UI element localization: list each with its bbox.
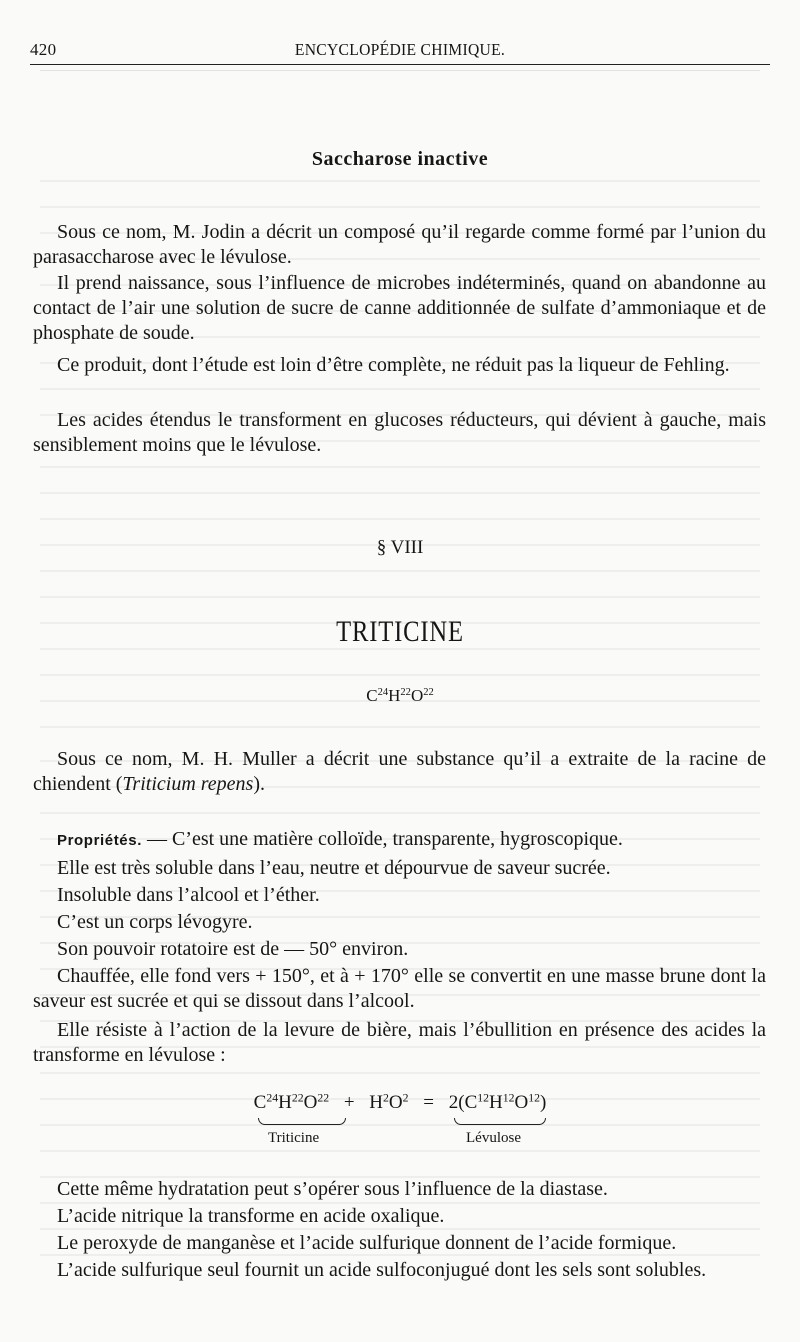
running-header [30,40,770,64]
levulose-brace [454,1118,546,1125]
property-solubility: Elle est très soluble dans l’eau, neutre et dépourvue de saveur sucrée. [57,857,611,879]
hydrolysis-equation: $C^{24}H^{22}O^{22} + H^2O^2 = 2(C^{12}H^{12}O^{12})$ [253,1091,547,1113]
page-number: 420 [30,40,57,59]
diastase-line: Cette même hydratation peut s’opérer sous l’influence de la diastase. [57,1178,608,1200]
property-heating: Chauffée, elle fond vers + 150°, et à + 170° elle se convertit en une masse brune dont la saveur est sucrée et qui se dissout dans l’alcool. [33,965,766,1012]
saccharose-paragraph-1: Sous ce nom, M. Jodin a décrit un composé qu’il regarde comme formé par l’union du parasaccharose avec le lévulose. [33,221,766,268]
triticine-intro: Sous ce nom, M. H. Muller a décrit une substance qu’il a extraite de la racine de chiendent (Triticium repens). [33,748,766,795]
saccharose-paragraph-3: Ce produit, dont l’étude est loin d’être complète, ne réduit pas la liqueur de Fehling. [57,354,730,376]
properties-line: Propriétés. — C’est une matière colloïde, transparente, hygroscopique. [57,828,623,850]
saccharose-paragraph-4: Les acides étendus le transforment en glucoses réducteurs, qui dévient à gauche, mais sensiblement moins que le lévulose. [33,409,766,456]
saccharose-paragraph-2: Il prend naissance, sous l’influence de microbes indéterminés, quand on abandonne au contact de l’air une solution de sucre de canne additionnée de sulfate d’ammoniaque et de phosphate de soude. [33,272,766,344]
nitric-acid-line: L’acide nitrique la transforme en acide oxalique. [57,1205,445,1227]
property-rotatory-power: Son pouvoir rotatoire est de — 50° environ. [57,938,409,960]
triticine-label: Triticine [268,1130,320,1146]
properties-label: Propriétés. [57,832,142,849]
section-marker: § VIII [376,537,424,558]
sulfuric-acid-line: L’acide sulfurique seul fournit un acide sulfoconjugué dont les sels sont solubles. [57,1259,707,1281]
section-title: TRITICINE [336,615,464,648]
manganese-line: Le peroxyde de manganèse et l’acide sulfurique donnent de l’acide formique. [57,1232,677,1254]
property-levogyre: C’est un corps lévogyre. [57,911,253,933]
property-hydrolysis: Elle résiste à l’action de la levure de bière, mais l’ébullition en présence des acides la transforme en lévulose : [33,1019,766,1066]
header-rule [30,64,770,65]
saccharose-heading: Saccharose inactive [311,148,489,170]
triticine-formula: $C^{24}H^{22}O^{22}$ [366,686,434,705]
running-title: ENCYCLOPÉDIE CHIMIQUE. [294,40,506,59]
levulose-label: Lévulose [466,1130,521,1146]
property-insoluble: Insoluble dans l’alcool et l’éther. [57,884,320,906]
triticine-brace [258,1118,346,1125]
